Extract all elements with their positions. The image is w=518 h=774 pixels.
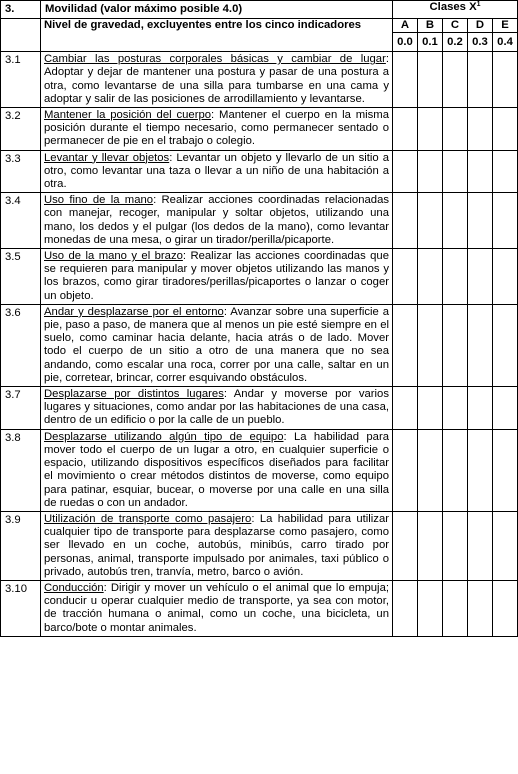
class-cell-c[interactable] [443, 108, 468, 151]
class-cell-c[interactable] [443, 387, 468, 430]
class-cell-d[interactable] [468, 52, 493, 108]
indicator-number: 3.9 [1, 511, 41, 580]
indicator-row [1, 304, 518, 386]
clases-superscript: 1 [476, 1, 481, 8]
class-value-c: 0.2 [443, 33, 468, 52]
class-cell-c[interactable] [443, 511, 468, 580]
class-value-e: 0.4 [493, 33, 518, 52]
indicator-description [41, 387, 393, 430]
indicator-term: Desplazarse utilizando algún tipo de equipo [44, 430, 284, 443]
class-cell-c[interactable] [443, 580, 468, 636]
class-cell-b[interactable] [418, 387, 443, 430]
indicator-term: Andar y desplazarse por el entorno [44, 305, 224, 318]
indicator-text: : Dirigir y mover un vehículo o el animal que lo empuja; conducir u operar cualquier medio de transporte, ya sea con motor, de tracción humana o animal, como un coche, una bicicleta, un barco/bote o montar animales. [44, 581, 389, 634]
class-cell-b[interactable] [418, 150, 443, 193]
class-cell-c[interactable] [443, 193, 468, 249]
class-cell-d[interactable] [468, 249, 493, 305]
class-cell-d[interactable] [468, 108, 493, 151]
class-cell-e[interactable] [493, 580, 518, 636]
indicator-description [41, 429, 393, 511]
class-cell-b[interactable] [418, 193, 443, 249]
class-cell-c[interactable] [443, 429, 468, 511]
indicator-number: 3.5 [1, 249, 41, 305]
indicator-number: 3.3 [1, 150, 41, 193]
nivel-number-cell [1, 19, 41, 52]
section-number: 3. [1, 1, 41, 19]
class-letter-d: D [468, 19, 493, 33]
indicator-term: Uso de la mano y el brazo [44, 250, 183, 263]
class-value-a: 0.0 [393, 33, 418, 52]
indicator-number: 3.6 [1, 304, 41, 386]
nivel-header: Nivel de gravedad, excluyentes entre los cinco indicadores [41, 19, 393, 52]
class-cell-a[interactable] [393, 52, 418, 108]
indicator-row [1, 52, 518, 108]
class-cell-e[interactable] [493, 193, 518, 249]
clases-header [393, 1, 518, 19]
indicator-description [41, 108, 393, 151]
class-cell-a[interactable] [393, 249, 418, 305]
indicator-number: 3.7 [1, 387, 41, 430]
class-cell-e[interactable] [493, 249, 518, 305]
indicator-term: Desplazarse por distintos lugares [44, 388, 224, 401]
class-value-b: 0.1 [418, 33, 443, 52]
class-cell-e[interactable] [493, 511, 518, 580]
class-letter-c: C [443, 19, 468, 33]
class-cell-b[interactable] [418, 304, 443, 386]
indicator-number: 3.4 [1, 193, 41, 249]
class-cell-b[interactable] [418, 429, 443, 511]
indicator-description [41, 580, 393, 636]
class-cell-b[interactable] [418, 108, 443, 151]
indicator-text: : Andar y moverse por varios lugares y situaciones, como andar por las habitaciones de una casa, dentro de un edificio o por la calle de un pueblo. [44, 388, 389, 427]
class-cell-d[interactable] [468, 580, 493, 636]
indicator-row [1, 193, 518, 249]
class-cell-e[interactable] [493, 387, 518, 430]
indicator-row [1, 511, 518, 580]
indicator-term: Mantener la posición del cuerpo [44, 109, 212, 122]
class-cell-d[interactable] [468, 429, 493, 511]
class-cell-b[interactable] [418, 249, 443, 305]
indicator-number: 3.8 [1, 429, 41, 511]
class-cell-b[interactable] [418, 52, 443, 108]
indicator-text: : Realizar acciones coordinadas relacionadas con manejar, recoger, manipular y soltar objetos, utilizando una mano, los dedos y el pulgar (los dedos de la mano), como levantar monedas de una mesa, o girar un tirador/perilla/picaporte. [44, 194, 389, 246]
indicator-text: : La habilidad para mover todo el cuerpo de un lugar a otro, en cualquier superficie o espacio, utilizando dispositivos específicos diseñados para facilitar el movimiento o crear métodos distintos de moverse, como equipo para patinar, esquiar, bucear, o moverse por una calle en una silla de ruedas o con un andador. [44, 430, 389, 509]
indicator-number: 3.10 [1, 580, 41, 636]
class-letter-row [1, 19, 518, 33]
class-letter-a: A [393, 19, 418, 33]
indicator-row [1, 387, 518, 430]
class-cell-c[interactable] [443, 52, 468, 108]
class-cell-a[interactable] [393, 108, 418, 151]
indicator-term: Cambiar las posturas corporales básicas y cambiar de lugar [44, 53, 386, 66]
indicator-row [1, 249, 518, 305]
class-cell-e[interactable] [493, 429, 518, 511]
class-letter-e: E [493, 19, 518, 33]
clases-label: Clases X [429, 1, 477, 13]
indicator-number: 3.2 [1, 108, 41, 151]
indicator-text: : Realizar las acciones coordinadas que se requieren para manipular y mover objetos utilizando las manos y los brazos, como girar tiradores/perillas/picaportes o lanzar o coger un objeto. [44, 250, 389, 302]
class-cell-a[interactable] [393, 193, 418, 249]
class-cell-d[interactable] [468, 150, 493, 193]
indicator-term: Uso fino de la mano [44, 194, 154, 207]
class-letter-b: B [418, 19, 443, 33]
indicator-number: 3.1 [1, 52, 41, 108]
indicator-description [41, 193, 393, 249]
indicator-row [1, 580, 518, 636]
class-cell-a[interactable] [393, 580, 418, 636]
class-cell-d[interactable] [468, 387, 493, 430]
class-cell-b[interactable] [418, 580, 443, 636]
class-cell-e[interactable] [493, 52, 518, 108]
class-cell-a[interactable] [393, 387, 418, 430]
class-cell-d[interactable] [468, 511, 493, 580]
class-cell-a[interactable] [393, 150, 418, 193]
indicator-row [1, 108, 518, 151]
class-cell-e[interactable] [493, 304, 518, 386]
class-cell-e[interactable] [493, 150, 518, 193]
indicator-description [41, 304, 393, 386]
class-cell-c[interactable] [443, 150, 468, 193]
indicator-row [1, 150, 518, 193]
indicator-description [41, 150, 393, 193]
class-cell-b[interactable] [418, 511, 443, 580]
class-cell-a[interactable] [393, 511, 418, 580]
class-cell-c[interactable] [443, 249, 468, 305]
indicator-term: Utilización de transporte como pasajero [44, 512, 252, 525]
indicator-text: : Avanzar sobre una superficie a pie, paso a paso, de manera que al menos un pie esté siempre en el suelo, como caminar hacia delante, hacia atrás o de lado. Mover todo el cuerpo de un sitio a otro de una manera que no sea andando, como escalar una roca, correr por una calle, saltar en un pie, corretear, brincar, correr esquivando obstáculos. [44, 305, 389, 384]
indicator-description [41, 511, 393, 580]
indicator-text: : Adoptar y dejar de mantener una postura y pasar de una postura a otra, como levantarse de una silla para tumbarse en una cama y adoptar y salir de las posiciones de arrodillamiento y levantarse. [44, 53, 389, 105]
indicator-text: : La habilidad para utilizar cualquier tipo de transporte para desplazarse como pasajero, como ser llevado en un coche, autobús, minibús, carro tirado por personas, animal, transporte impulsado por animales, taxi público o privado, autobús tren, tranvía, metro, barco o avión. [44, 512, 389, 578]
indicator-text: : Mantener el cuerpo en la misma posición durante el tiempo necesario, como permanecer sentado o permanecer de pie en el trabajo o colegio. [44, 109, 390, 148]
indicator-description [41, 52, 393, 108]
class-value-d: 0.3 [468, 33, 493, 52]
class-cell-c[interactable] [443, 304, 468, 386]
indicator-text: : Levantar un objeto y llevarlo de un sitio a otro, como levantar una taza o llevar a un niño de una habitación a otra. [44, 151, 390, 191]
class-cell-e[interactable] [493, 108, 518, 151]
class-cell-d[interactable] [468, 304, 493, 386]
indicator-description [41, 249, 393, 305]
indicator-term: Conducción [44, 581, 104, 594]
class-cell-a[interactable] [393, 304, 418, 386]
indicator-term: Levantar y llevar objetos [44, 151, 170, 164]
class-cell-d[interactable] [468, 193, 493, 249]
class-cell-a[interactable] [393, 429, 418, 511]
section-header-row [1, 1, 518, 19]
section-title: Movilidad (valor máximo posible 4.0) [41, 1, 393, 19]
indicator-row [1, 429, 518, 511]
